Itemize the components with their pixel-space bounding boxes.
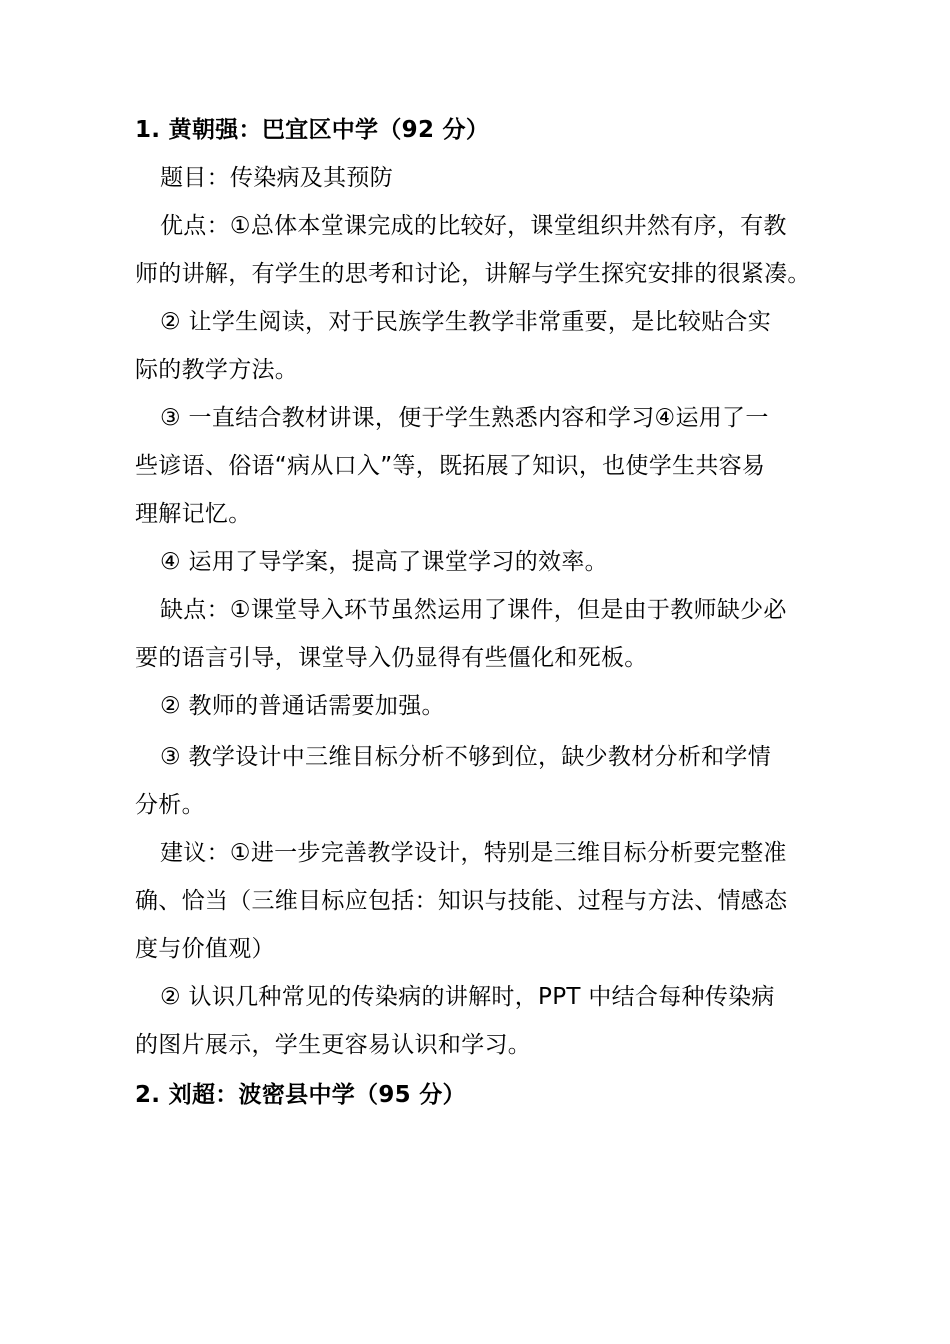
suggestion-line-4: ② 认识几种常见的传染病的讲解时，PPT 中结合每种传染病 (160, 984, 775, 1010)
strength-line-3: ② 让学生阅读，对于民族学生教学非常重要，是比较贴合实 (160, 309, 772, 335)
strength-line-2: 师的讲解，有学生的思考和讨论，讲解与学生探究安排的很紧凑。 (135, 261, 811, 287)
suggestion-line-3: 度与价值观） (135, 936, 275, 962)
entry-1-heading: 1. 黄朝强：巴宜区中学（92 分） (135, 117, 490, 143)
weakness-line-5: 分析。 (135, 792, 205, 818)
suggestion-line-1: 建议：①进一步完善教学设计，特别是三维目标分析要完整准 (160, 840, 787, 866)
entry-2-heading: 2. 刘超：波密县中学（95 分） (135, 1082, 466, 1108)
suggestion-line-2: 确、恰当（三维目标应包括：知识与技能、过程与方法、情感态 (135, 888, 788, 914)
strength-line-7: 理解记忆。 (135, 501, 252, 527)
strength-line-8: ④ 运用了导学案，提高了课堂学习的效率。 (160, 549, 608, 575)
weakness-line-4: ③ 教学设计中三维目标分析不够到位，缺少教材分析和学情 (160, 744, 772, 770)
strength-line-1: 优点：①总体本堂课完成的比较好，课堂组织井然有序，有教 (160, 213, 787, 239)
weakness-line-2: 要的语言引导，课堂导入仍显得有些僵化和死板。 (135, 645, 648, 671)
strength-line-4: 际的教学方法。 (135, 357, 299, 383)
weakness-line-1: 缺点：①课堂导入环节虽然运用了课件，但是由于教师缺少必 (160, 597, 787, 623)
weakness-line-3: ② 教师的普通话需要加强。 (160, 693, 445, 719)
strength-line-6: 些谚语、俗语“病从口入”等，既拓展了知识，也使学生共容易 (135, 453, 766, 479)
entry-1-topic: 题目：传染病及其预防 (160, 165, 393, 191)
strength-line-5: ③ 一直结合教材讲课，便于学生熟悉内容和学习④运用了一 (160, 405, 769, 431)
suggestion-line-5: 的图片展示，学生更容易认识和学习。 (135, 1032, 532, 1058)
